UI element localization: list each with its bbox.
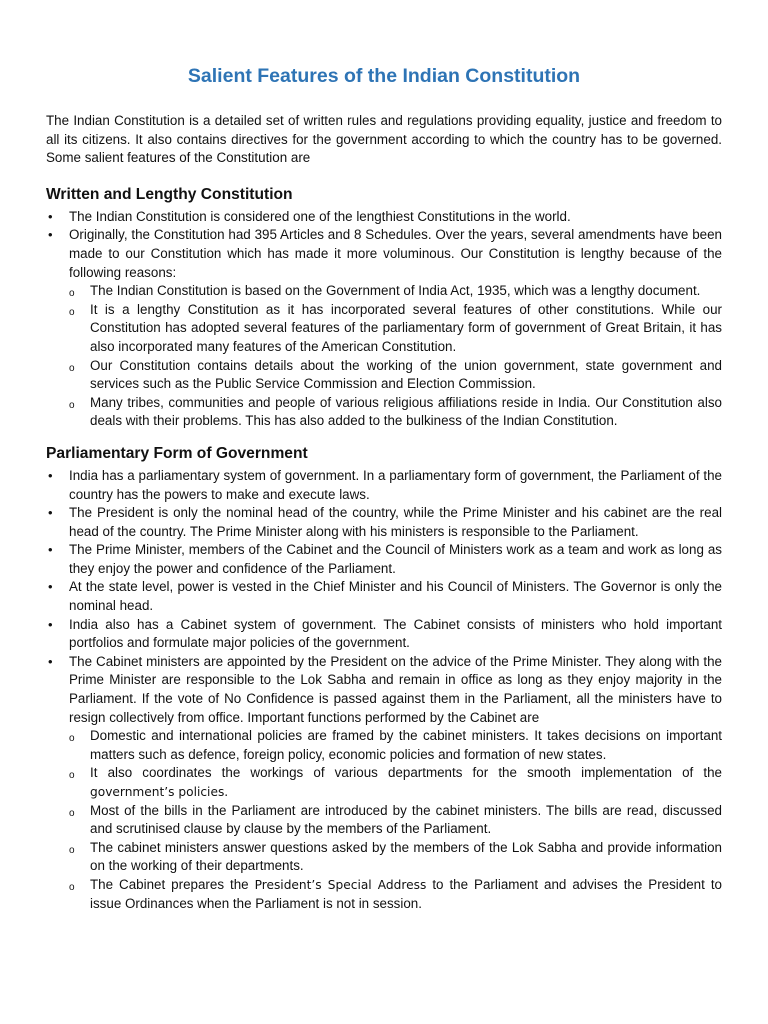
sub-list-item-text-alt-font: President’s Special Address: [254, 877, 427, 892]
list-item: [46, 504, 722, 541]
bullet-icon: •: [48, 208, 53, 224]
sub-list-item: [69, 357, 722, 394]
section1-sub-list: [69, 282, 722, 431]
bullet-icon: •: [48, 616, 53, 632]
list-item-text: India also has a Cabinet system of government. The Cabinet consists of ministers who hold important portfolios and formulate major policies of the government.: [69, 616, 722, 651]
list-item-text: The Cabinet ministers are appointed by the President on the advice of the Prime Minister. They along with the Prime Minister are responsible to the Lok Sabha and remain in office as long as they enjoy majority in the Parliament. If the vote of No Confidence is passed against them in the Parliament, all the ministers have to resign collectively from office. Important functions performed by the Cabinet are: [69, 653, 722, 725]
list-item: [46, 653, 722, 913]
circle-bullet-icon: o: [69, 881, 75, 893]
sub-list-item-text-alt-font: government’s policies.: [90, 785, 229, 799]
list-item-text: At the state level, power is vested in the Chief Minister and his Council of Ministers. The Governor is only the nominal head.: [69, 579, 722, 614]
list-item: [46, 467, 722, 504]
section2-bullet-list: [46, 467, 722, 913]
circle-bullet-icon: o: [69, 362, 75, 374]
bullet-icon: •: [48, 579, 53, 595]
circle-bullet-icon: o: [69, 288, 75, 300]
sub-list-item-text: It also coordinates the workings of various departments for the smooth implementation of the: [90, 765, 722, 781]
bullet-icon: •: [48, 227, 53, 243]
circle-bullet-icon: o: [69, 733, 75, 745]
sub-list-item: [69, 839, 722, 876]
bullet-icon: •: [48, 467, 53, 483]
page-title: Salient Features of the Indian Constitution: [187, 65, 581, 87]
circle-bullet-icon: o: [69, 844, 75, 856]
circle-bullet-icon: o: [69, 807, 75, 819]
list-item: [46, 226, 722, 431]
circle-bullet-icon: o: [69, 306, 75, 318]
section1-bullet-list: [46, 208, 722, 431]
bullet-icon: •: [48, 542, 53, 558]
sub-list-item: [69, 802, 722, 839]
sub-list-item: [69, 301, 722, 357]
sub-list-item: [69, 727, 722, 764]
sub-list-item-text: The Indian Constitution is based on the Government of India Act, 1935, which was a lengthy document.: [90, 283, 701, 299]
list-item-text: The Prime Minister, members of the Cabinet and the Council of Ministers work as a team and work as long as they enjoy the power and confidence of the Parliament.: [69, 542, 722, 576]
list-item: [46, 578, 722, 615]
list-item: [46, 541, 722, 578]
list-item-text: Originally, the Constitution had 395 Articles and 8 Schedules. Over the years, several amendments have been made to our Constitution which has made it more voluminous. Our Constitution is lengthy because of the following reasons:: [69, 227, 722, 280]
sub-list-item-text: It is a lengthy Constitution as it has incorporated several features of other constitutions. While our Constitution has adopted several features of the parliamentary form of government of Great Britain, it has also incorporated many features of the American Constitution.: [90, 301, 722, 354]
section-heading-parliamentary: Parliamentary Form of Government: [46, 444, 308, 462]
sub-list-item-text: to the Parliament and advises the President to issue Ordinances when the Parliament is not in session.: [90, 876, 722, 911]
sub-list-item: [69, 764, 722, 801]
section-heading-written-lengthy: Written and Lengthy Constitution: [46, 185, 293, 203]
sub-list-item: [69, 394, 722, 431]
list-item: [46, 616, 722, 653]
sub-list-item: [69, 876, 722, 913]
sub-list-item-text: Many tribes, communities and people of various religious affiliations reside in India. Our Constitution also deals with their problems. This has also added to the bulkiness of the Indian Constitution.: [90, 394, 722, 429]
sub-list-item-text: The Cabinet prepares the: [90, 876, 255, 892]
sub-list-item-text: Our Constitution contains details about the working of the union government, state government and services such as the Public Service Commission and Election Commission.: [90, 357, 722, 392]
bullet-icon: •: [48, 653, 53, 669]
list-item-text: The President is only the nominal head of the country, while the Prime Minister and his cabinet are the real head of the country. The Prime Minister along with his ministers is responsible to the Parliament.: [69, 505, 722, 539]
list-item-text: The Indian Constitution is considered one of the lengthiest Constitutions in the world.: [69, 208, 571, 224]
sub-list-item-text: Most of the bills in the Parliament are introduced by the cabinet ministers. The bills are read, discussed and scrutinised clause by clause by the members of the Parliament.: [90, 802, 722, 837]
list-item: [46, 208, 722, 227]
sub-list-item-text: Domestic and international policies are framed by the cabinet ministers. It takes decisions on important matters such as defence, foreign policy, economic policies and formation of new states.: [90, 728, 722, 762]
sub-list-item: [69, 282, 722, 301]
list-item-text: India has a parliamentary system of government. In a parliamentary form of government, the Parliament of the country has the powers to make and execute laws.: [69, 467, 722, 502]
sub-list-item-text: The cabinet ministers answer questions asked by the members of the Lok Sabha and provide information on the working of their departments.: [90, 839, 722, 874]
section2-sub-list: [69, 727, 722, 913]
circle-bullet-icon: o: [69, 770, 75, 782]
bullet-icon: •: [48, 505, 53, 521]
circle-bullet-icon: o: [69, 399, 75, 411]
intro-paragraph: The Indian Constitution is a detailed set of written rules and regulations providing equality, justice and freedom to all its citizens. It also contains directives for the government according to which the country has to be governed. Some salient features of the Constitution are: [46, 113, 722, 166]
